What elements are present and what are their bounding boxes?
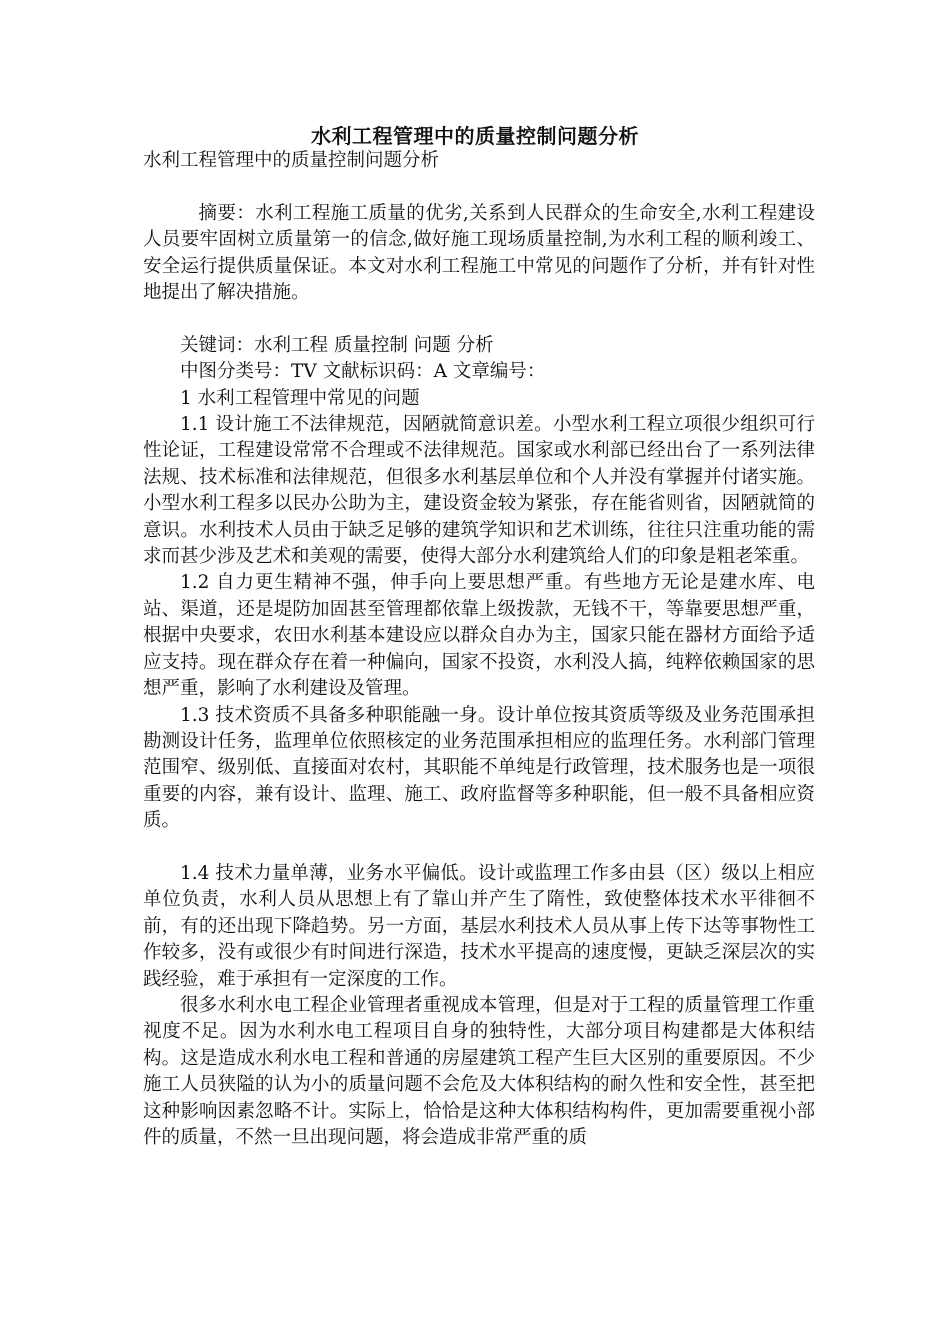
classification-line: 中图分类号：TV 文献标识码：A 文章编号： bbox=[180, 361, 546, 383]
document-title: 水利工程管理中的质量控制问题分析 bbox=[311, 124, 639, 148]
blank-line bbox=[143, 174, 815, 200]
blank-line bbox=[143, 306, 815, 332]
section-heading: 1 水利工程管理中常见的问题 bbox=[180, 387, 420, 409]
section-1-3-paragraph: 1.3 技术资质不具备多种职能融一身。设计单位按其资质等级及业务范围承担勘测设计任务，监理单位依照核定的业务范围承担相应的监理任务。水利部门管理范围窄、级别低、直接面对农村，其职能不单纯是行政管理，技术服务也是一项很重要的内容，兼有设计、监理、施工、政府监督等多种职能，但一般不具备相应资质。 bbox=[143, 704, 815, 832]
abstract-paragraph: 摘要：水利工程施工质量的优劣,关系到人民群众的生命安全,水利工程建设人员要牢固树立质量第一的信念,做好施工现场质量控制,为水利工程的顺利竣工、安全运行提供质量保证。本文对水利工程施工中常见的问题作了分析，并有针对性地提出了解决措施。 bbox=[143, 202, 815, 304]
section-1-4-paragraph: 1.4 技术力量单薄，业务水平偏低。设计或监理工作多由县（区）级以上相应单位负责，水利人员从思想上有了靠山并产生了隋性，致使整体技术水平徘徊不前，有的还出现下降趋势。另一方面，基层水利技术人员从事上传下达等事物性工作较多，没有或很少有时间进行深造，技术水平提高的速度慢，更缺乏深层次的实践经验，难于承担有一定深度的工作。 bbox=[143, 862, 815, 990]
cost-management-paragraph: 很多水利水电工程企业管理者重视成本管理，但是对于工程的质量管理工作重视度不足。因为水利水电工程项目自身的独特性，大部分项目构建都是大体积结构。这是造成水利水电工程和普通的房屋建筑工程产生巨大区别的重要原因。不少施工人员狭隘的认为小的质量问题不会危及大体积结构的耐久性和安全性，甚至把这种影响因素忽略不计。实际上，恰恰是这种大体积结构构件，更加需要重视小部件的质量，不然一旦出现问题，将会造成非常严重的质 bbox=[143, 994, 815, 1148]
section-1-1-paragraph: 1.1 设计施工不法律规范，因陋就简意识差。小型水利工程立项很少组织可行性论证，工程建设常常不合理或不法律规范。国家或水利部已经出台了一系列法律法规、技术标准和法律规范，但很多水利基层单位和个人并没有掌握并付诸实施。小型水利工程多以民办公助为主，建设资金较为紧张，存在能省则省，因陋就简的意识。水利技术人员由于缺乏足够的建筑学知识和艺术训练，往往只注重功能的需求而甚少涉及艺术和美观的需要，使得大部分水利建筑给人们的印象是粗老笨重。 bbox=[143, 414, 815, 568]
blank-line bbox=[143, 835, 815, 861]
section-1-2-paragraph: 1.2 自力更生精神不强，伸手向上要思想严重。有些地方无论是建水库、电站、渠道，还是堤防加固甚至管理都依靠上级拨款，无钱不干，等靠要思想严重，根据中央要求，农田水利基本建设应以群众自办为主，国家只能在器材方面给予适应支持。现在群众存在着一种偏向，国家不投资，水利没人搞，纯粹依赖国家的思想严重，影响了水利建设及管理。 bbox=[143, 572, 815, 700]
keywords-line: 关键词：水利工程 质量控制 问题 分析 bbox=[180, 334, 494, 356]
document-subtitle: 水利工程管理中的质量控制问题分析 bbox=[143, 150, 440, 171]
document-body bbox=[143, 148, 815, 1151]
